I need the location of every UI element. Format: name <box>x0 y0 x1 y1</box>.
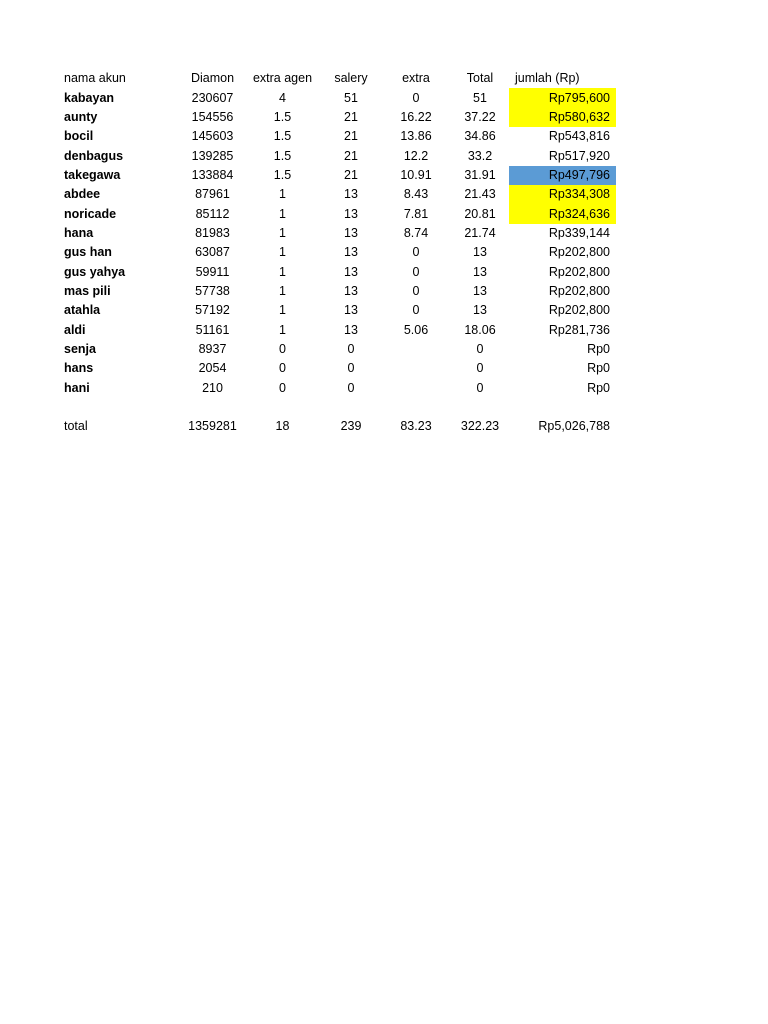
total-jumlah[interactable]: Rp5,026,788 <box>538 419 610 434</box>
cell-extra-agen[interactable]: 1 <box>279 322 286 337</box>
table-body <box>58 88 616 398</box>
cell-salery[interactable]: 0 <box>347 380 355 395</box>
cell-salery[interactable]: 0 <box>347 341 355 356</box>
total-total[interactable]: 322.23 <box>460 419 500 434</box>
cell-name[interactable]: kabayan <box>64 90 115 105</box>
cell-diamon[interactable]: 51161 <box>195 322 230 337</box>
table-row <box>58 340 616 359</box>
cell-salery[interactable]: 21 <box>344 167 358 182</box>
cell-name[interactable]: mas pili <box>64 283 111 298</box>
totals-row <box>58 417 616 436</box>
cell-extra[interactable]: 0 <box>412 283 420 298</box>
spacer-cell[interactable] <box>58 398 616 417</box>
table-row <box>58 185 616 204</box>
header-name[interactable]: nama akun <box>64 71 126 86</box>
cell-salery[interactable]: 13 <box>344 206 358 221</box>
cell-diamon[interactable]: 57738 <box>195 283 230 298</box>
cell-diamon[interactable]: 145603 <box>191 129 234 144</box>
cell-diamon[interactable]: 57192 <box>195 303 230 318</box>
cell-salery[interactable]: 13 <box>344 245 358 260</box>
cell-jumlah[interactable]: Rp497,796 <box>509 166 616 185</box>
cell-diamon[interactable]: 63087 <box>195 245 230 260</box>
cell-total[interactable]: 34.86 <box>464 129 496 144</box>
cell-name[interactable]: hana <box>64 225 94 240</box>
cell-total[interactable]: 18.06 <box>464 322 496 337</box>
cell-extra[interactable]: 16.22 <box>400 109 432 124</box>
cell-jumlah[interactable]: Rp334,308 <box>509 185 616 204</box>
cell-extra-agen[interactable]: 1 <box>279 206 286 221</box>
cell-total[interactable]: 13 <box>473 245 487 260</box>
total-diamon[interactable]: 1359281 <box>188 419 237 434</box>
cell-extra-agen[interactable]: 0 <box>279 380 286 395</box>
total-label[interactable]: total <box>64 419 88 434</box>
cell-extra[interactable]: 5.06 <box>403 322 429 337</box>
cell-jumlah[interactable]: Rp0 <box>587 380 610 395</box>
cell-diamon[interactable]: 85112 <box>195 206 230 221</box>
table-row <box>58 379 616 398</box>
cell-jumlah[interactable]: Rp324,636 <box>509 204 616 223</box>
table-row <box>58 127 616 146</box>
table-row <box>58 282 616 301</box>
cell-extra-agen[interactable]: 1 <box>279 187 286 202</box>
cell-salery[interactable]: 13 <box>344 303 358 318</box>
cell-total[interactable]: 20.81 <box>464 206 496 221</box>
cell-extra-agen[interactable]: 0 <box>279 341 286 356</box>
table-row <box>58 166 616 185</box>
cell-diamon[interactable]: 139285 <box>191 148 234 163</box>
cell-extra[interactable]: 0 <box>412 90 420 105</box>
cell-jumlah[interactable]: Rp202,800 <box>548 283 610 298</box>
cell-name[interactable]: bocil <box>64 129 94 144</box>
cell-name[interactable]: hani <box>64 380 90 395</box>
header-total[interactable]: Total <box>466 71 494 86</box>
cell-extra[interactable]: 0 <box>412 245 420 260</box>
header-jumlah[interactable]: jumlah (Rp) <box>515 71 580 86</box>
cell-extra-agen[interactable]: 1.5 <box>273 148 292 163</box>
cell-name[interactable]: senja <box>64 341 96 356</box>
cell-salery[interactable]: 13 <box>344 283 358 298</box>
cell-name[interactable]: atahla <box>64 303 101 318</box>
cell-name[interactable]: abdee <box>64 187 101 202</box>
cell-extra-agen[interactable]: 1.5 <box>273 129 292 144</box>
cell-name[interactable]: hans <box>64 361 94 376</box>
cell-extra[interactable]: 7.81 <box>403 206 429 221</box>
header-extra[interactable]: extra <box>402 71 430 86</box>
cell-diamon[interactable]: 154556 <box>191 109 234 124</box>
cell-total[interactable]: 0 <box>476 341 484 356</box>
header-salery[interactable]: salery <box>334 71 368 86</box>
total-extra[interactable]: 83.23 <box>400 419 432 434</box>
cell-extra[interactable] <box>381 379 451 398</box>
cell-total[interactable]: 33.2 <box>467 148 493 163</box>
spreadsheet <box>58 69 616 437</box>
cell-jumlah[interactable]: Rp202,800 <box>548 264 610 279</box>
cell-extra-agen[interactable]: 1 <box>279 245 286 260</box>
cell-total[interactable]: 13 <box>473 264 487 279</box>
cell-name[interactable]: gus yahya <box>64 264 126 279</box>
account-table <box>58 69 616 437</box>
cell-diamon[interactable]: 133884 <box>191 167 234 182</box>
cell-extra[interactable]: 8.43 <box>403 187 429 202</box>
cell-extra[interactable] <box>381 340 451 359</box>
cell-extra-agen[interactable]: 4 <box>279 90 286 105</box>
cell-total[interactable]: 0 <box>476 380 484 395</box>
cell-name[interactable]: aldi <box>64 322 86 337</box>
cell-jumlah[interactable]: Rp339,144 <box>548 225 610 240</box>
cell-diamon[interactable]: 210 <box>202 380 223 395</box>
cell-jumlah[interactable]: Rp580,632 <box>509 108 616 127</box>
cell-jumlah[interactable]: Rp543,816 <box>548 129 610 144</box>
cell-extra[interactable]: 8.74 <box>403 225 429 240</box>
table-row <box>58 88 616 107</box>
cell-total[interactable]: 31.91 <box>464 167 496 182</box>
cell-total[interactable]: 51 <box>473 90 487 105</box>
cell-extra-agen[interactable]: 1 <box>279 264 286 279</box>
cell-salery[interactable]: 13 <box>344 264 358 279</box>
cell-jumlah[interactable]: Rp0 <box>587 341 610 356</box>
cell-salery[interactable]: 21 <box>344 129 358 144</box>
table-row <box>58 204 616 223</box>
cell-diamon[interactable]: 87961 <box>195 187 230 202</box>
cell-diamon[interactable]: 230607 <box>191 90 234 105</box>
cell-salery[interactable]: 21 <box>344 109 358 124</box>
cell-jumlah[interactable]: Rp0 <box>587 361 610 376</box>
cell-total[interactable]: 13 <box>473 283 487 298</box>
cell-total[interactable]: 13 <box>473 303 487 318</box>
cell-extra[interactable] <box>381 359 451 378</box>
table-row <box>58 262 616 281</box>
cell-extra[interactable]: 12.2 <box>403 148 429 163</box>
cell-extra-agen[interactable]: 1 <box>279 303 286 318</box>
cell-extra-agen[interactable]: 1.5 <box>273 167 292 182</box>
cell-extra[interactable]: 10.91 <box>400 167 432 182</box>
cell-total[interactable]: 37.22 <box>464 109 496 124</box>
cell-jumlah[interactable]: Rp202,800 <box>548 303 610 318</box>
cell-salery[interactable]: 0 <box>347 361 355 376</box>
header-diamon[interactable]: Diamon <box>190 71 235 86</box>
table-row <box>58 301 616 320</box>
table-row <box>58 146 616 165</box>
cell-diamon[interactable]: 8937 <box>198 341 227 356</box>
cell-salery[interactable]: 13 <box>344 322 358 337</box>
table-row <box>58 108 616 127</box>
table-row <box>58 320 616 339</box>
table-row <box>58 243 616 262</box>
cell-jumlah[interactable]: Rp795,600 <box>509 88 616 107</box>
cell-jumlah[interactable]: Rp202,800 <box>548 245 610 260</box>
table-row <box>58 359 616 378</box>
cell-jumlah[interactable]: Rp281,736 <box>548 322 610 337</box>
cell-salery[interactable]: 13 <box>344 225 358 240</box>
table-row <box>58 224 616 243</box>
cell-name[interactable]: gus han <box>64 245 112 260</box>
cell-extra[interactable]: 0 <box>412 264 420 279</box>
cell-diamon[interactable]: 59911 <box>195 264 230 279</box>
cell-jumlah[interactable]: Rp517,920 <box>548 148 610 163</box>
cell-name[interactable]: takegawa <box>64 167 121 182</box>
cell-extra-agen[interactable]: 1 <box>279 283 286 298</box>
total-extra-agen[interactable]: 18 <box>275 419 290 434</box>
cell-extra[interactable]: 0 <box>412 303 420 318</box>
cell-diamon[interactable]: 81983 <box>195 225 230 240</box>
cell-extra-agen[interactable]: 0 <box>279 361 286 376</box>
header-extra-agen[interactable]: extra agen <box>252 71 313 86</box>
cell-extra-agen[interactable]: 1 <box>279 225 286 240</box>
spacer-row <box>58 398 616 417</box>
cell-name[interactable]: aunty <box>64 109 98 124</box>
cell-name[interactable]: noricade <box>64 206 117 221</box>
cell-extra[interactable]: 13.86 <box>400 129 432 144</box>
cell-name[interactable]: denbagus <box>64 148 124 163</box>
cell-diamon[interactable]: 2054 <box>198 361 227 376</box>
cell-salery[interactable]: 21 <box>344 148 358 163</box>
cell-extra-agen[interactable]: 1.5 <box>273 109 292 124</box>
cell-total[interactable]: 21.43 <box>464 187 496 202</box>
cell-salery[interactable]: 13 <box>344 187 358 202</box>
total-salery[interactable]: 239 <box>340 419 362 434</box>
cell-total[interactable]: 0 <box>476 361 484 376</box>
cell-salery[interactable]: 51 <box>344 90 358 105</box>
header-row <box>58 69 616 88</box>
cell-total[interactable]: 21.74 <box>464 225 496 240</box>
